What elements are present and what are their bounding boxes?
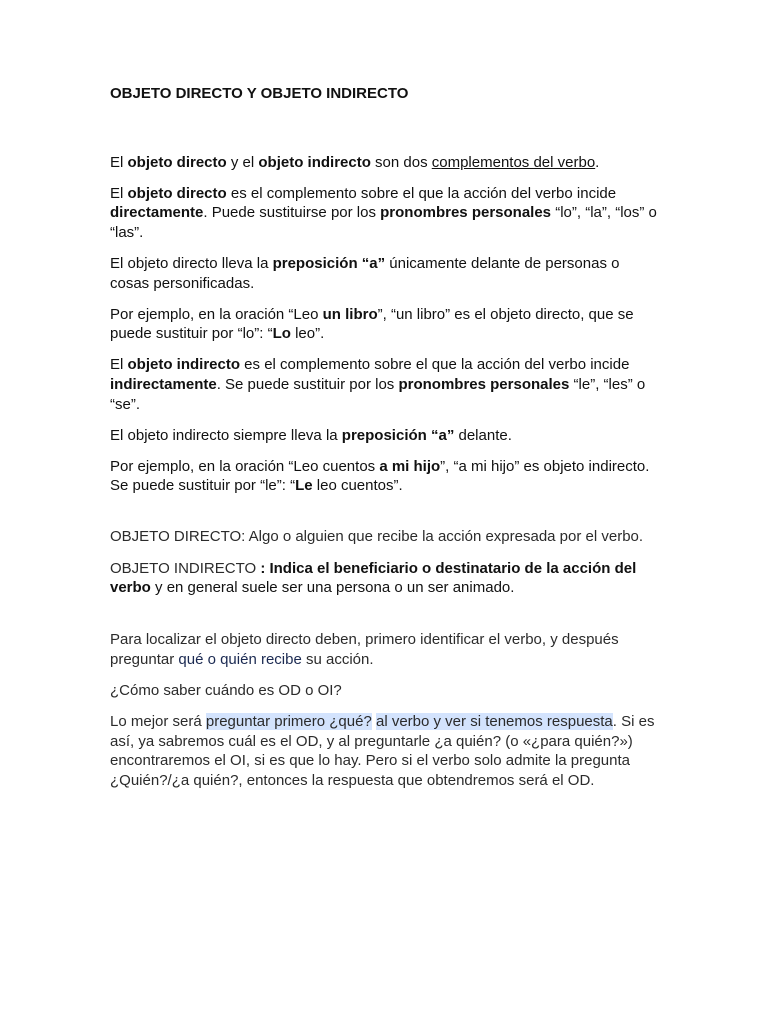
locate-paragraph	[110, 630, 658, 669]
bold-term: objeto indirecto	[258, 153, 371, 171]
underlined-term: complementos del verbo	[431, 153, 596, 171]
od-example-paragraph	[110, 305, 658, 344]
text-run: delante.	[454, 426, 512, 444]
text-run: únicamente delante de personas o cosas personificadas.	[110, 254, 620, 292]
text-run: . Puede sustituirse por los	[203, 204, 381, 222]
od-definition-paragraph	[110, 184, 658, 243]
text-run: “lo”, “la”, “los” o “las”.	[110, 204, 657, 241]
oi-definition-paragraph	[110, 355, 658, 414]
text-run: ”, “a mi hijo” es objeto indirecto. Se puede sustituir por “le”: “	[110, 457, 650, 495]
text-run: El	[110, 356, 128, 374]
bold-term: a mi hijo	[379, 457, 441, 475]
answer-paragraph	[110, 712, 658, 790]
text-run: es el complemento sobre el que la acción del verbo incide	[240, 356, 630, 374]
highlighted-text: preguntar primero ¿qué?	[205, 712, 372, 730]
bold-term: un libro	[322, 305, 378, 323]
bold-term: objeto directo	[127, 184, 227, 202]
paragraph-gap	[110, 507, 658, 527]
bold-term: : Indica el beneficiario o destinatario de la acción del verbo	[110, 559, 637, 597]
text-run: leo”.	[290, 325, 325, 343]
text-run: su acción.	[301, 650, 374, 668]
text-run: leo cuentos”.	[312, 477, 403, 495]
text-run: y el	[226, 153, 259, 171]
text-run: Por ejemplo, en la oración “Leo cuentos	[110, 457, 380, 475]
text-run: “le”, “les” o “se”.	[110, 375, 646, 413]
highlighted-text: al verbo y ver si tenemos respuesta	[375, 712, 613, 730]
bold-term: Le	[295, 477, 313, 495]
text-run: OBJETO INDIRECTO	[110, 559, 261, 577]
bold-term: Lo	[272, 325, 291, 343]
oi-example-paragraph	[110, 457, 658, 496]
oi-summary-paragraph	[110, 559, 658, 598]
colored-term: qué o quién recibe	[178, 650, 302, 668]
bold-term: directamente	[110, 204, 204, 222]
text-run: Por ejemplo, en la oración “Leo	[110, 305, 323, 323]
bold-term: preposición “a”	[341, 426, 455, 444]
text-run: El objeto indirecto siempre lleva la	[110, 426, 342, 444]
paragraph-gap	[110, 609, 658, 630]
text-run: El	[110, 153, 128, 171]
bold-term: indirectamente	[110, 375, 217, 393]
text-run: Para localizar el objeto directo deben, primero identificar el verbo, y después preguntar	[110, 631, 619, 668]
document-title: OBJETO DIRECTO Y OBJETO INDIRECTO	[110, 85, 409, 102]
text-run: El objeto directo lleva la	[110, 254, 273, 272]
bold-term: objeto directo	[127, 153, 227, 171]
oi-preposition-paragraph	[110, 426, 658, 446]
text-run: . Si es así, ya sabremos cuál es el OD, y al preguntarle ¿a quién? (o «¿para quién?») encontraremos el OI, si es que lo hay. Pero si el verbo solo admite la pregunta ¿Quién?/¿a quién?, entonces la respuesta que obtendremos será el OD.	[110, 712, 655, 789]
question-paragraph: ¿Cómo saber cuándo es OD o OI?	[110, 681, 342, 699]
bold-term: preposición “a”	[272, 254, 386, 272]
text-run: es el complemento sobre el que la acción del verbo incide	[226, 184, 617, 202]
text-run: El	[110, 184, 128, 202]
text-run: ”, “un libro” es el objeto directo, que se puede sustituir por “lo”: “	[110, 305, 634, 343]
bold-term: pronombres personales	[380, 204, 552, 222]
text-run: . Se puede sustituir por los	[216, 375, 399, 393]
text-run: y en general suele ser una persona o un ser animado.	[150, 579, 515, 597]
od-summary-paragraph: OBJETO DIRECTO: Algo o alguien que recibe la acción expresada por el verbo.	[110, 528, 644, 546]
od-preposition-paragraph	[110, 254, 658, 293]
bold-term: objeto indirecto	[127, 356, 241, 374]
text-run: .	[595, 153, 600, 171]
bold-term: pronombres personales	[398, 375, 570, 393]
text-run: son dos	[370, 153, 432, 171]
intro-paragraph	[110, 153, 658, 173]
text-run: Lo mejor será	[110, 712, 206, 730]
